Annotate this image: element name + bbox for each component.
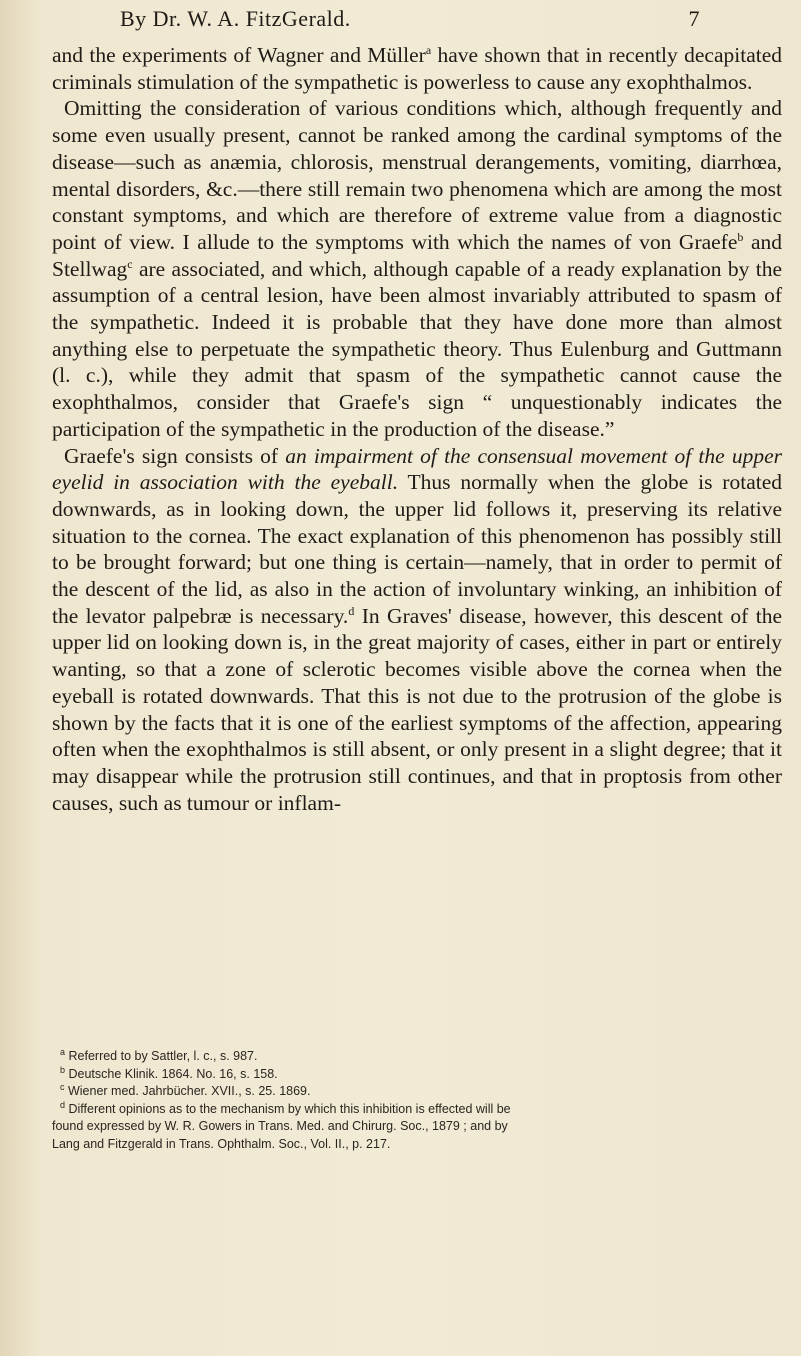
footnote-ref-c[interactable]: c (127, 256, 133, 271)
paragraph-1: and the experiments of Wagner and Müller$^a$ have shown that in recently decapitated criminals stimulation of the sympathetic is powerless to cause any exophthalmos. (52, 42, 783, 94)
page-number: 7 (688, 6, 700, 31)
running-head: By Dr. W. A. FitzGerald. (120, 6, 351, 31)
footnote-d-cont-2: Lang and Fitzgerald in Trans. Ophthalm. Soc., Vol. II., p. 217. (52, 1136, 391, 1151)
footnote-a: $^a$ Referred to by Sattler, l. c., s. 987. (60, 1046, 258, 1063)
footnote-ref-b[interactable]: b (737, 229, 744, 244)
paragraph-2: Omitting the consideration of various conditions which, although frequently and some even usually present, cannot be ranked among the cardinal symptoms of the disease—such as anæmia, chlorosis, menstrual derangements, vomiting, diarrhœa, mental disorders, &c.—there still remain two phenomena which are among the most constant symptoms, and which are therefore of extreme value from a diagnostic point of view. I allude to the symptoms with which the names of von Graefe$^b$ and Stellwag$^c$ are associated, and which, although capable of a ready explanation by the assumption of a central lesion, have been almost invariably attributed to spasm of the sympathetic. Indeed it is probable that they have done more than almost anything else to perpetuate the sympathetic theory. Thus Eulenburg and Guttmann (l. c.), while they admit that spasm of the sympathetic cannot cause the exophthalmos, consider that Graefe's sign “ unquestionably indicates the participation of the sympathetic in the production of the disease.” (52, 96, 782, 441)
footnote-ref-d[interactable]: d (348, 603, 355, 618)
footnote-d: $^d$ Different opinions as to the mechanism by which this inhibition is effected will be (60, 1099, 511, 1116)
graefe-sign-definition: an impairment of the consensual movement of the upper eyelid in association with the eyeball. (52, 443, 782, 495)
body-text (52, 42, 782, 816)
footnote-c: $^c$ Wiener med. Jahrbücher. XVII., s. 25. 1869. (60, 1082, 311, 1099)
footnote-ref-a[interactable]: a (425, 42, 432, 57)
footnote-b: $^b$ Deutsche Klinik. 1864. No. 16, s. 158. (60, 1064, 278, 1081)
footnotes (52, 1048, 782, 1154)
footnote-d-cont-1: found expressed by W. R. Gowers in Trans. Med. and Chirurg. Soc., 1879 ; and by (52, 1119, 508, 1134)
paragraph-3: Graefe's sign consists of an impairment of the consensual movement of the upper eyelid in association with the eyeball. Thus normally when the globe is rotated downwards, as in looking down, the upper lid follows it, preserving its relative situation to the cornea. The exact explanation of this phenomenon has possibly still to be brought forward; but one thing is certain—namely, that in order to permit of the descent of the lid, as also in the action of involuntary winking, an inhibition of the levator palpebræ is necessary.$^d$ In Graves' disease, however, this descent of the upper lid on looking down is, in the great majority of cases, either in part or entirely wanting, so that a zone of sclerotic becomes visible above the cornea when the eyeball is rotated downwards. That this is not due to the protrusion of the globe is shown by the facts that it is one of the earliest symptoms of the affection, appearing often when the exophthalmos is still absent, or only present in a slight degree; that it may disappear while the protrusion still continues, and that in proptosis from other causes, such as tumour or inflam- (52, 443, 782, 815)
